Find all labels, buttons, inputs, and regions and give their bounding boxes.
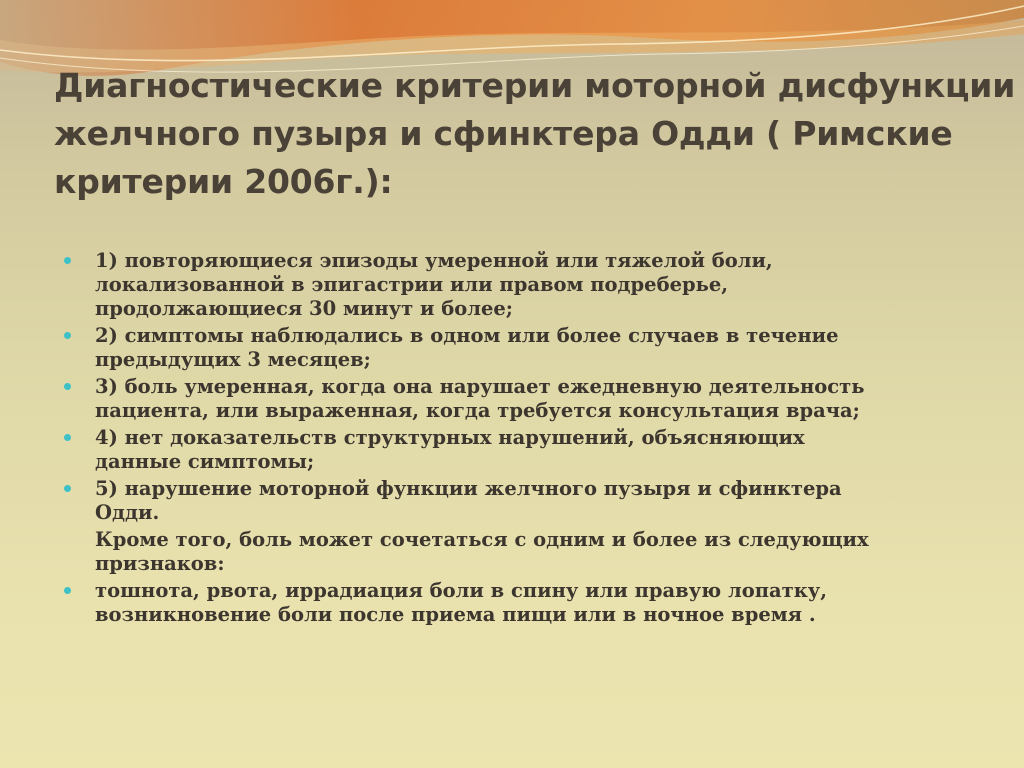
item-text-line: возникновение боли после приема пищи или в ночное время . [95,603,816,626]
title-line: Диагностические критерии моторной дисфункции [54,66,1016,105]
item-text-line: признаков: [95,552,225,575]
bullet-item [0,249,1024,321]
item-text-line: 2) симптомы наблюдались в одном или более случаев в течение [95,324,839,347]
item-text-line: тошнота, рвота, иррадиация боли в спину или правую лопатку, [95,579,828,602]
criteria-list [0,249,1024,630]
bullet-dot-icon [64,257,71,264]
bullet-dot-icon [64,383,71,390]
item-text-line: 3) боль умеренная, когда она нарушает ежедневную деятельность [95,375,865,398]
bullet-item [0,477,1024,525]
item-text-line: пациента, или выраженная, когда требуется консультация врача; [95,399,860,422]
item-text-line: предыдущих 3 месяцев; [95,348,371,371]
item-text-line: продолжающиеся 30 минут и более; [95,297,514,320]
bullet-item [0,324,1024,372]
item-text-line: Кроме того, боль может сочетаться с одним и более из следующих [95,528,869,551]
item-text-line: 1) повторяющиеся эпизоды умеренной или тяжелой боли, [95,249,773,272]
title-line: желчного пузыря и сфинктера Одди ( Римские [54,114,953,153]
item-text-line: локализованной в эпигастрии или правом подреберье, [95,273,729,296]
title-line: критерии 2006г.): [54,162,393,201]
bullet-dot-icon [64,434,71,441]
bullet-dot-icon [64,485,71,492]
item-text-line: данные симптомы; [95,450,315,473]
bullet-item [0,579,1024,627]
item-text-line: Одди. [95,501,160,524]
slide-title [54,62,1016,206]
item-text-line: 5) нарушение моторной функции желчного пузыря и сфинктера [95,477,842,500]
bullet-item [0,426,1024,474]
bullet-item [0,375,1024,423]
bullet-dot-icon [64,332,71,339]
item-text-line: 4) нет доказательств структурных нарушений, объясняющих [95,426,805,449]
paragraph-item [0,528,1024,576]
bullet-dot-icon [64,587,71,594]
